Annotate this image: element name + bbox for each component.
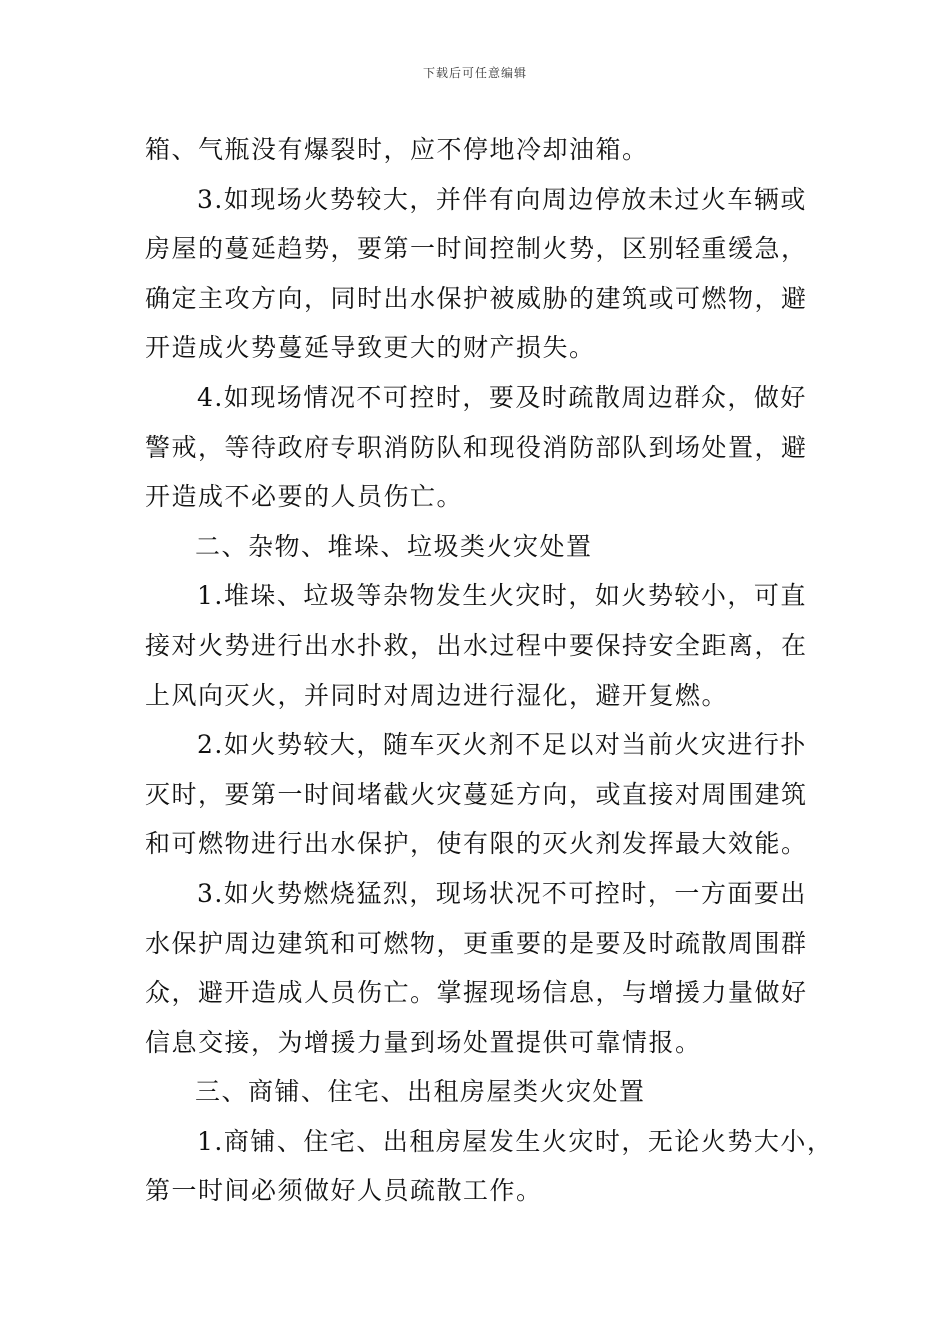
text-line: 接对火势进行出水扑救，出水过程中要保持安全距离，在	[145, 630, 808, 660]
text-line: 灭时，要第一时间堵截火灾蔓延方向，或直接对周围建筑	[145, 779, 808, 809]
text-line: 众，避开造成人员伤亡。掌握现场信息，与增援力量做好	[145, 978, 808, 1008]
page-header: 下载后可任意编辑	[422, 66, 527, 80]
paragraph-item-1-start: 1.商铺、住宅、出租房屋发生火灾时，无论火势大小，	[197, 1126, 834, 1156]
text-line: 房屋的蔓延趋势，要第一时间控制火势，区别轻重缓急，	[145, 234, 808, 264]
paragraph-item-4-start: 4.如现场情况不可控时，要及时疏散周边群众，做好	[197, 382, 807, 412]
section-heading-2: 二、杂物、堆垛、垃圾类火灾处置	[195, 531, 593, 561]
paragraph-item-1-start: 1.堆垛、垃圾等杂物发生火灾时，如火势较小，可直	[197, 581, 807, 611]
text-line: 警戒，等待政府专职消防队和现役消防部队到场处置，避	[145, 432, 808, 462]
paragraph-item-3-start: 3.如火势燃烧猛烈，现场状况不可控时，一方面要出	[197, 878, 807, 908]
text-line: 开造成火势蔓延导致更大的财产损失。	[145, 333, 596, 363]
text-line: 开造成不必要的人员伤亡。	[145, 482, 464, 512]
text-line: 确定主攻方向，同时出水保护被威胁的建筑或可燃物，避	[145, 283, 808, 313]
text-line: 上风向灭火，并同时对周边进行湿化，避开复燃。	[145, 680, 729, 710]
text-line: 箱、气瓶没有爆裂时，应不停地冷却油箱。	[145, 135, 649, 164]
section-heading-3: 三、商铺、住宅、出租房屋类火灾处置	[195, 1077, 646, 1107]
paragraph-item-3-start: 3.如现场火势较大，并伴有向周边停放未过火车辆或	[197, 184, 807, 214]
text-line: 和可燃物进行出水保护，使有限的灭火剂发挥最大效能。	[145, 829, 808, 859]
text-line: 信息交接，为增援力量到场处置提供可靠情报。	[145, 1027, 702, 1057]
document-body	[145, 125, 834, 1216]
text-line: 水保护周边建筑和可燃物，更重要的是要及时疏散周围群	[145, 928, 808, 958]
text-line: 第一时间必须做好人员疏散工作。	[145, 1176, 543, 1206]
paragraph-item-2-start: 2.如火势较大，随车灭火剂不足以对当前火灾进行扑	[197, 730, 807, 760]
